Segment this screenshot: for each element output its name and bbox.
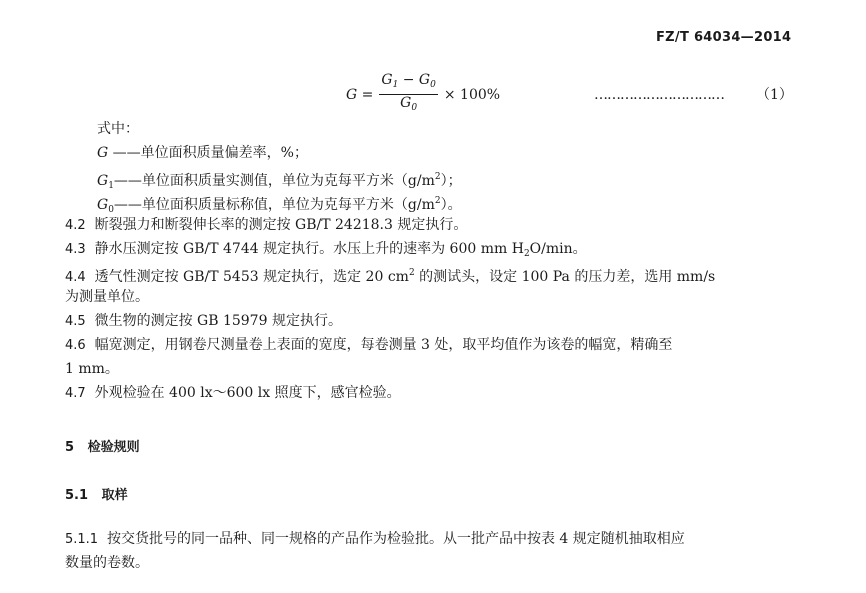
- section-5-1-heading: 5.1 取样: [65, 488, 128, 503]
- clause-4-4-line2: 为测量单位。: [65, 289, 149, 305]
- formula-lhs: G =: [346, 86, 374, 103]
- formula-denominator: $G_0$: [400, 95, 418, 113]
- clause-5-1-1-line2: 数量的卷数。: [65, 555, 149, 571]
- clause-4-4: 4.4 透气性测定按 GB/T 5453 规定执行，选定 20 $cm^2$ 的测试头，设定 100 Pa 的压力差，选用 mm/s: [65, 268, 716, 285]
- clause-4-3: 4.3 静水压测定按 GB/T 4744 规定执行。水压上升的速率为 600 mm $H_2O/\min$。: [65, 241, 587, 259]
- formula-leader: …………………………: [594, 87, 724, 103]
- clause-4-5: 4.5 微生物的测定按 GB 15979 规定执行。: [65, 313, 342, 329]
- formula-numerator: $G_1 - G_0$: [379, 72, 437, 95]
- clause-4-6-line2: 1 mm。: [65, 361, 119, 377]
- formula-fraction: [379, 72, 437, 117]
- where-item-g0: $G_0——$单位面积质量标称值，单位为克每平方米$(g/m^2)$。: [97, 196, 462, 215]
- where-intro: 式中：: [97, 121, 139, 137]
- formula-tail: × 100%: [443, 86, 501, 103]
- where-item-g1: $G_1——$单位面积质量实测值，单位为克每平方米$(g/m^2)$；: [97, 172, 462, 191]
- clause-4-6: 4.6 幅宽测定，用钢卷尺测量卷上表面的宽度，每卷测量 3 处，取平均值作为该卷的幅宽，精确至: [65, 337, 673, 353]
- clause-5-1-1: 5.1.1 按交货批号的同一品种、同一规格的产品作为检验批。从一批产品中按表 4 规定随机抽取相应: [65, 531, 685, 547]
- clause-4-2: 4.2 断裂强力和断裂伸长率的测定按 GB/T 24218.3 规定执行。: [65, 217, 468, 233]
- standard-number: FZ/T 64034—2014: [656, 30, 792, 45]
- formula: [346, 72, 500, 117]
- section-5-heading: 5 检验规则: [65, 440, 140, 455]
- where-item-g: G ——单位面积质量偏差率，%；: [97, 145, 308, 161]
- clause-4-7: 4.7 外观检验在 400 lx～600 lx 照度下，感官检验。: [65, 385, 401, 401]
- formula-number: （1）: [756, 87, 793, 103]
